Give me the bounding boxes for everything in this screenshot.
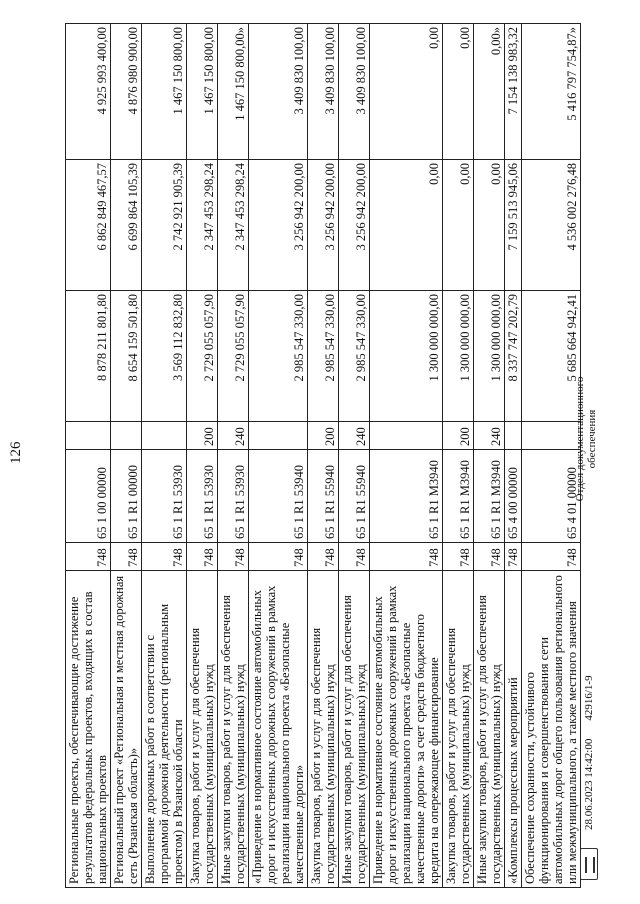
row-name-cell: «Комплексы процессных мероприятий [505, 571, 522, 888]
row-code-cell: 748 [505, 543, 522, 571]
table-body [66, 24, 581, 888]
document-logo-icon [580, 848, 598, 880]
row-amount-3-cell: 7 154 138 983,32 [505, 24, 522, 160]
row-expense-type-cell [142, 422, 187, 450]
row-expense-type-cell [505, 422, 522, 450]
row-amount-2-cell: 6 699 864 105,39 [111, 160, 142, 291]
row-target-article-cell: 65 1 R1 53940 [249, 450, 308, 543]
row-target-article-cell: 65 1 R1 53930 [218, 450, 249, 543]
table-row [339, 24, 370, 888]
row-amount-3-cell: 3 409 830 100,00 [249, 24, 308, 160]
row-target-article-cell: 65 1 R1 00000 [111, 450, 142, 543]
row-amount-1-cell: 8 654 159 501,80 [111, 291, 142, 422]
row-amount-3-cell: 1 467 150 800,00 [142, 24, 187, 160]
footer-doc-id: 42916/1-9 [583, 675, 595, 721]
table-row [111, 24, 142, 888]
row-name-cell: «Приведение в нормативное состояние автомобильных дорог и искусственных дорожных сооружений в рамках реализации национального проекта «Безопасные качественные дороги» [249, 571, 308, 888]
row-code-cell: 748 [474, 543, 505, 571]
row-code-cell: 748 [218, 543, 249, 571]
row-amount-3-cell: 0,00 [370, 24, 443, 160]
row-amount-2-cell: 3 256 942 200,00 [249, 160, 308, 291]
row-code-cell: 748 [111, 543, 142, 571]
row-code-cell: 748 [308, 543, 339, 571]
row-amount-2-cell: 2 347 453 298,24 [187, 160, 218, 291]
row-code-cell: 748 [187, 543, 218, 571]
row-expense-type-cell [111, 422, 142, 450]
row-expense-type-cell: 200 [443, 422, 474, 450]
row-amount-3-cell: 0,00» [474, 24, 505, 160]
row-expense-type-cell: 200 [187, 422, 218, 450]
row-amount-2-cell: 0,00 [474, 160, 505, 291]
row-name-cell: Закупка товаров, работ и услуг для обеспечения государственных (муниципальных) нужд [308, 571, 339, 888]
row-amount-1-cell: 2 729 055 057,90 [187, 291, 218, 422]
row-amount-3-cell: 4 876 980 900,00 [111, 24, 142, 160]
table-row [142, 24, 187, 888]
row-code-cell: 748 [249, 543, 308, 571]
row-amount-3-cell: 3 409 830 100,00 [308, 24, 339, 160]
row-expense-type-cell [66, 422, 111, 450]
row-amount-3-cell: 5 416 797 754,87» [522, 24, 581, 160]
row-expense-type-cell [370, 422, 443, 450]
footer-timestamp: 28.06.2023 14:42:00 [583, 738, 595, 830]
page-number: 126 [8, 441, 24, 464]
row-name-cell: Закупка товаров, работ и услуг для обеспечения государственных (муниципальных) нужд [187, 571, 218, 888]
row-target-article-cell: 65 4 00 00000 [505, 450, 522, 543]
row-amount-1-cell: 1 300 000 000,00 [370, 291, 443, 422]
row-expense-type-cell [249, 422, 308, 450]
row-target-article-cell: 65 1 R1 M3940 [370, 450, 443, 543]
row-amount-1-cell: 2 985 547 330,00 [249, 291, 308, 422]
department-stamp: Отдел документационного обеспечения [574, 376, 598, 502]
row-amount-3-cell: 1 467 150 800,00 [187, 24, 218, 160]
row-expense-type-cell: 240 [474, 422, 505, 450]
table-row [474, 24, 505, 888]
row-amount-2-cell: 2 742 921 905,39 [142, 160, 187, 291]
row-expense-type-cell: 200 [308, 422, 339, 450]
row-target-article-cell: 65 1 R1 53930 [142, 450, 187, 543]
row-amount-2-cell: 3 256 942 200,00 [339, 160, 370, 291]
table-row [187, 24, 218, 888]
table-row [66, 24, 111, 888]
row-amount-3-cell: 1 467 150 800,00» [218, 24, 249, 160]
row-code-cell: 748 [370, 543, 443, 571]
row-expense-type-cell: 240 [218, 422, 249, 450]
row-code-cell: 748 [522, 543, 581, 571]
table-row [522, 24, 581, 888]
row-target-article-cell: 65 4 01 00000 [522, 450, 581, 543]
row-amount-1-cell: 3 569 112 832,80 [142, 291, 187, 422]
row-amount-1-cell: 2 985 547 330,00 [308, 291, 339, 422]
table-row [308, 24, 339, 888]
table-row [218, 24, 249, 888]
row-name-cell: Выполнение дорожных работ в соответствии с программой дорожной деятельности (региональным проектом) в Рязанской области [142, 571, 187, 888]
row-name-cell: Иные закупки товаров, работ и услуг для обеспечения государственных (муниципальных) нужд [339, 571, 370, 888]
row-amount-3-cell: 4 925 993 400,00 [66, 24, 111, 160]
row-amount-1-cell: 1 300 000 000,00 [443, 291, 474, 422]
row-target-article-cell: 65 1 R1 55940 [308, 450, 339, 543]
table-row [370, 24, 443, 888]
row-amount-2-cell: 4 536 002 276,48 [522, 160, 581, 291]
row-amount-1-cell: 8 878 211 801,80 [66, 291, 111, 422]
row-amount-2-cell: 0,00 [443, 160, 474, 291]
row-code-cell: 748 [339, 543, 370, 571]
row-target-article-cell: 65 1 R1 53930 [187, 450, 218, 543]
budget-table [65, 23, 581, 888]
row-expense-type-cell [522, 422, 581, 450]
row-amount-1-cell: 2 985 547 330,00 [339, 291, 370, 422]
row-name-cell: Региональный проект «Региональная и местная дорожная сеть (Рязанская область)» [111, 571, 142, 888]
row-amount-1-cell: 1 300 000 000,00 [474, 291, 505, 422]
table-row [249, 24, 308, 888]
footer-info [580, 675, 598, 880]
row-code-cell: 748 [142, 543, 187, 571]
table-row [505, 24, 522, 888]
row-name-cell: Региональные проекты, обеспечивающие достижение результатов федеральных проектов, входящих в состав национальных проектов [66, 571, 111, 888]
row-amount-2-cell: 3 256 942 200,00 [308, 160, 339, 291]
row-target-article-cell: 65 1 R1 55940 [339, 450, 370, 543]
row-amount-1-cell: 8 337 747 202,79 [505, 291, 522, 422]
row-name-cell: Иные закупки товаров, работ и услуг для обеспечения государственных (муниципальных) нужд [474, 571, 505, 888]
row-target-article-cell: 65 1 00 00000 [66, 450, 111, 543]
row-target-article-cell: 65 1 R1 M3940 [443, 450, 474, 543]
row-amount-2-cell: 6 862 849 467,57 [66, 160, 111, 291]
row-amount-1-cell: 5 685 664 942,41 [522, 291, 581, 422]
row-amount-3-cell: 0,00 [443, 24, 474, 160]
row-amount-1-cell: 2 729 055 057,90 [218, 291, 249, 422]
row-amount-3-cell: 3 409 830 100,00 [339, 24, 370, 160]
row-name-cell: Закупка товаров, работ и услуг для обеспечения государственных (муниципальных) нужд [443, 571, 474, 888]
row-amount-2-cell: 0,00 [370, 160, 443, 291]
row-name-cell: Иные закупки товаров, работ и услуг для обеспечения государственных (муниципальных) нужд [218, 571, 249, 888]
row-amount-2-cell: 7 159 513 945,06 [505, 160, 522, 291]
row-target-article-cell: 65 1 R1 M3940 [474, 450, 505, 543]
row-name-cell: Обеспечение сохранности, устойчивого функционирования и совершенствования сети автомобильных дорог общего пользования регионального или межмуниципального, а также местного значения [522, 571, 581, 888]
row-code-cell: 748 [443, 543, 474, 571]
row-code-cell: 748 [66, 543, 111, 571]
row-expense-type-cell: 240 [339, 422, 370, 450]
table-row [443, 24, 474, 888]
row-name-cell: Приведение в нормативное состояние автомобильных дорог и искусственных дорожных сооружений в рамках реализации национального проекта «Безопасные качественные дороги» за счет средств бюджетного кредита на опережающее финансирование [370, 571, 443, 888]
row-amount-2-cell: 2 347 453 298,24 [218, 160, 249, 291]
